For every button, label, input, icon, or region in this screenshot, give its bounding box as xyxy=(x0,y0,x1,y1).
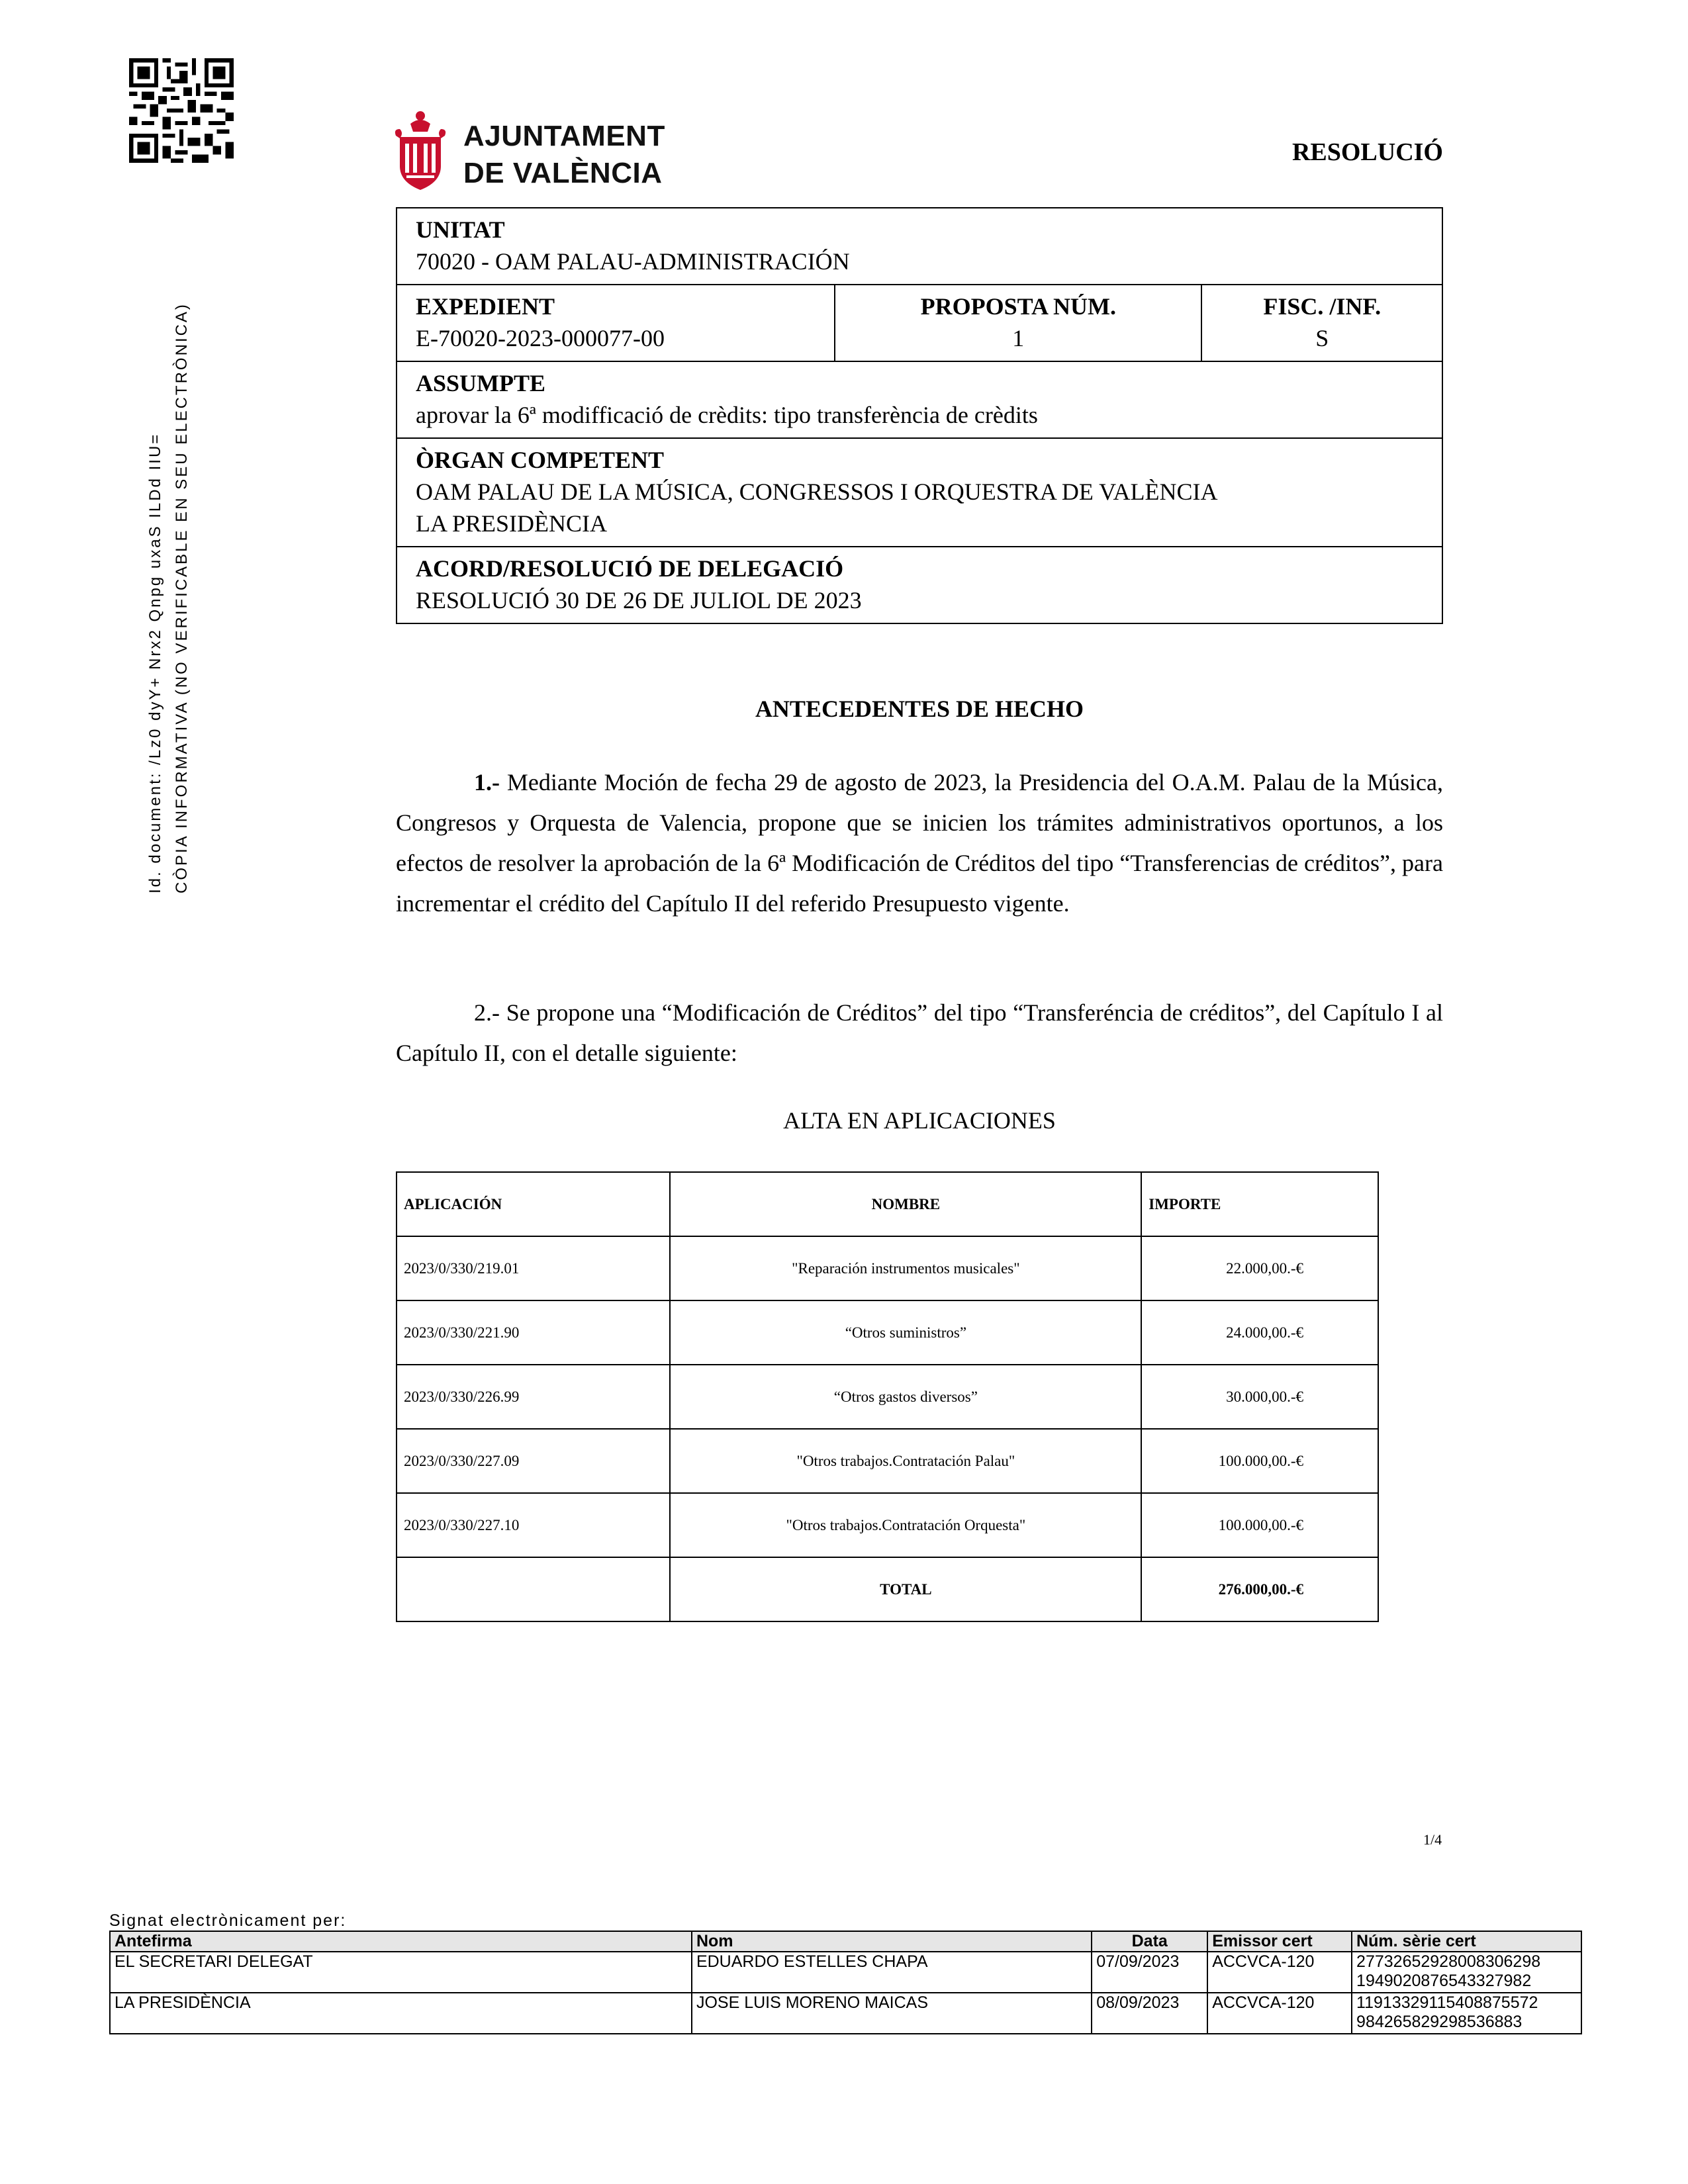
sig-serie xyxy=(1352,1993,1581,2034)
cell-importe: 100.000,00.-€ xyxy=(1141,1429,1378,1493)
sig-antefirma: EL SECRETARI DELEGAT xyxy=(110,1952,692,1993)
cell-nombre: "Otros trabajos.Contratación Orquesta" xyxy=(670,1493,1141,1557)
assumpte-value: aprovar la 6ª modifficació de crèdits: tipo transferència de crèdits xyxy=(416,402,1038,428)
logo-line1: AJUNTAMENT xyxy=(463,120,665,152)
organ-value-line1: OAM PALAU DE LA MÚSICA, CONGRESSOS I ORQUESTRA DE VALÈNCIA xyxy=(416,478,1218,505)
total-row xyxy=(397,1557,1378,1621)
cell-nombre: “Otros gastos diversos” xyxy=(670,1365,1141,1429)
sig-serie-line1: 27732652928008306298 xyxy=(1356,1952,1541,1971)
sig-serie-line2: 984265829298536883 xyxy=(1356,2013,1523,2031)
copy-notice: CÒPIA INFORMATIVA (NO VERIFICABLE EN SEU ELECTRÒNICA) xyxy=(173,302,191,893)
sig-data: 08/09/2023 xyxy=(1092,1993,1207,2034)
expedient-cell xyxy=(397,285,835,361)
cell-importe: 30.000,00.-€ xyxy=(1141,1365,1378,1429)
header-nombre: NOMBRE xyxy=(670,1172,1141,1236)
acord-value: RESOLUCIÓ 30 DE 26 DE JULIOL DE 2023 xyxy=(416,587,862,614)
logo-line2: DE VALÈNCIA xyxy=(463,157,663,189)
expedient-label: EXPEDIENT xyxy=(416,293,555,320)
signatures-title: Signat electrònicament per: xyxy=(109,1911,347,1930)
paragraph-2: 2.- Se propone una “Modificación de Créditos” del tipo “Transferéncia de créditos”, del Capítulo I al Capítulo II, con el detalle siguiente: xyxy=(396,999,1443,1066)
unitat-value: 70020 - OAM PALAU-ADMINISTRACIÓN xyxy=(416,248,850,275)
table-row xyxy=(397,1365,1378,1429)
sig-serie xyxy=(1352,1952,1581,1993)
qr-code-icon xyxy=(129,58,234,163)
assumpte-label: ASSUMPTE xyxy=(416,370,546,396)
cell-aplicacion: 2023/0/330/219.01 xyxy=(397,1236,670,1300)
organ-label: ÒRGAN COMPETENT xyxy=(416,447,665,473)
header-emissor: Emissor cert xyxy=(1207,1931,1352,1952)
sig-emissor: ACCVCA-120 xyxy=(1207,1952,1352,1993)
sig-nom: EDUARDO ESTELLES CHAPA xyxy=(692,1952,1092,1993)
header-nom: Nom xyxy=(692,1931,1092,1952)
unitat-label: UNITAT xyxy=(416,216,505,243)
header-serie: Núm. sèrie cert xyxy=(1352,1931,1581,1952)
table-title: ALTA EN APLICACIONES xyxy=(783,1107,1056,1134)
sig-antefirma: LA PRESIDÈNCIA xyxy=(110,1993,692,2034)
document-type: RESOLUCIÓ xyxy=(1291,138,1443,166)
fisc-label: FISC. /INF. xyxy=(1263,293,1382,320)
expedient-value: E-70020-2023-000077-00 xyxy=(416,325,665,351)
table-row xyxy=(397,1429,1378,1493)
organ-cell xyxy=(397,438,1442,547)
signatures-table xyxy=(109,1931,1582,2034)
proposta-value: 1 xyxy=(1012,325,1025,351)
sig-nom: JOSE LUIS MORENO MAICAS xyxy=(692,1993,1092,2034)
cell-aplicacion: 2023/0/330/221.90 xyxy=(397,1300,670,1365)
cell-nombre: "Otros trabajos.Contratación Palau" xyxy=(670,1429,1141,1493)
header-data: Data xyxy=(1092,1931,1207,1952)
proposta-cell xyxy=(835,285,1201,361)
sig-emissor: ACCVCA-120 xyxy=(1207,1993,1352,2034)
cell-aplicacion: 2023/0/330/227.10 xyxy=(397,1493,670,1557)
header-antefirma: Antefirma xyxy=(110,1931,692,1952)
signature-row xyxy=(110,1952,1581,1993)
cell-importe: 100.000,00.-€ xyxy=(1141,1493,1378,1557)
total-empty-cell xyxy=(397,1557,670,1621)
resolution-metadata-table xyxy=(396,207,1443,624)
acord-label: ACORD/RESOLUCIÓ DE DELEGACIÓ xyxy=(416,555,844,582)
acord-cell xyxy=(397,547,1442,623)
cell-nombre: "Reparación instrumentos musicales" xyxy=(670,1236,1141,1300)
total-label: TOTAL xyxy=(670,1557,1141,1621)
cell-nombre: “Otros suministros” xyxy=(670,1300,1141,1365)
cell-importe: 22.000,00.-€ xyxy=(1141,1236,1378,1300)
cell-importe: 24.000,00.-€ xyxy=(1141,1300,1378,1365)
unitat-cell xyxy=(397,208,1442,285)
page-number: 1/4 xyxy=(1423,1831,1442,1848)
proposta-label: PROPOSTA NÚM. xyxy=(920,293,1116,320)
assumpte-cell xyxy=(397,361,1442,438)
total-value: 276.000,00.-€ xyxy=(1141,1557,1378,1621)
fisc-value: S xyxy=(1315,325,1329,351)
signature-row xyxy=(110,1993,1581,2034)
coat-of-arms-icon xyxy=(391,109,450,193)
signatures-header-row xyxy=(110,1931,1581,1952)
sig-serie-line1: 11913329115408875572 xyxy=(1356,1993,1538,2012)
table-header-row xyxy=(397,1172,1378,1236)
cell-aplicacion: 2023/0/330/227.09 xyxy=(397,1429,670,1493)
header-importe: IMPORTE xyxy=(1141,1172,1378,1236)
paragraph-1 xyxy=(396,762,1443,924)
cell-aplicacion: 2023/0/330/226.99 xyxy=(397,1365,670,1429)
paragraph-1-number: 1.- xyxy=(474,769,500,796)
sig-serie-line2: 1949020876543327982 xyxy=(1356,1972,1532,1990)
fisc-cell xyxy=(1201,285,1442,361)
document-id: Id. document: /Lz0 dyY+ Nrx2 Qnpg uxaS ILDd IIU= xyxy=(146,432,164,893)
paragraph-1-text: Mediante Moción de fecha 29 de agosto de 2023, la Presidencia del O.A.M. Palau de la Música, Congresos y Orquesta de Valencia, propone que se inicien los trámites administrativos oportunos, a los efectos de resolver la aprobación de la 6ª Modificación de Créditos del tipo “Transferencias de créditos”, para incrementar el crédito del Capítulo II del referido Presupuesto vigente. xyxy=(396,769,1443,917)
table-row xyxy=(397,1236,1378,1300)
header-aplicacion: APLICACIÓN xyxy=(397,1172,670,1236)
section-heading: ANTECEDENTES DE HECHO xyxy=(755,696,1084,722)
table-row xyxy=(397,1300,1378,1365)
table-row xyxy=(397,1493,1378,1557)
sig-data: 07/09/2023 xyxy=(1092,1952,1207,1993)
logo-text xyxy=(463,118,665,192)
side-verification-text xyxy=(142,302,195,893)
applications-table xyxy=(396,1171,1379,1622)
organ-value-line2: LA PRESIDÈNCIA xyxy=(416,510,608,537)
